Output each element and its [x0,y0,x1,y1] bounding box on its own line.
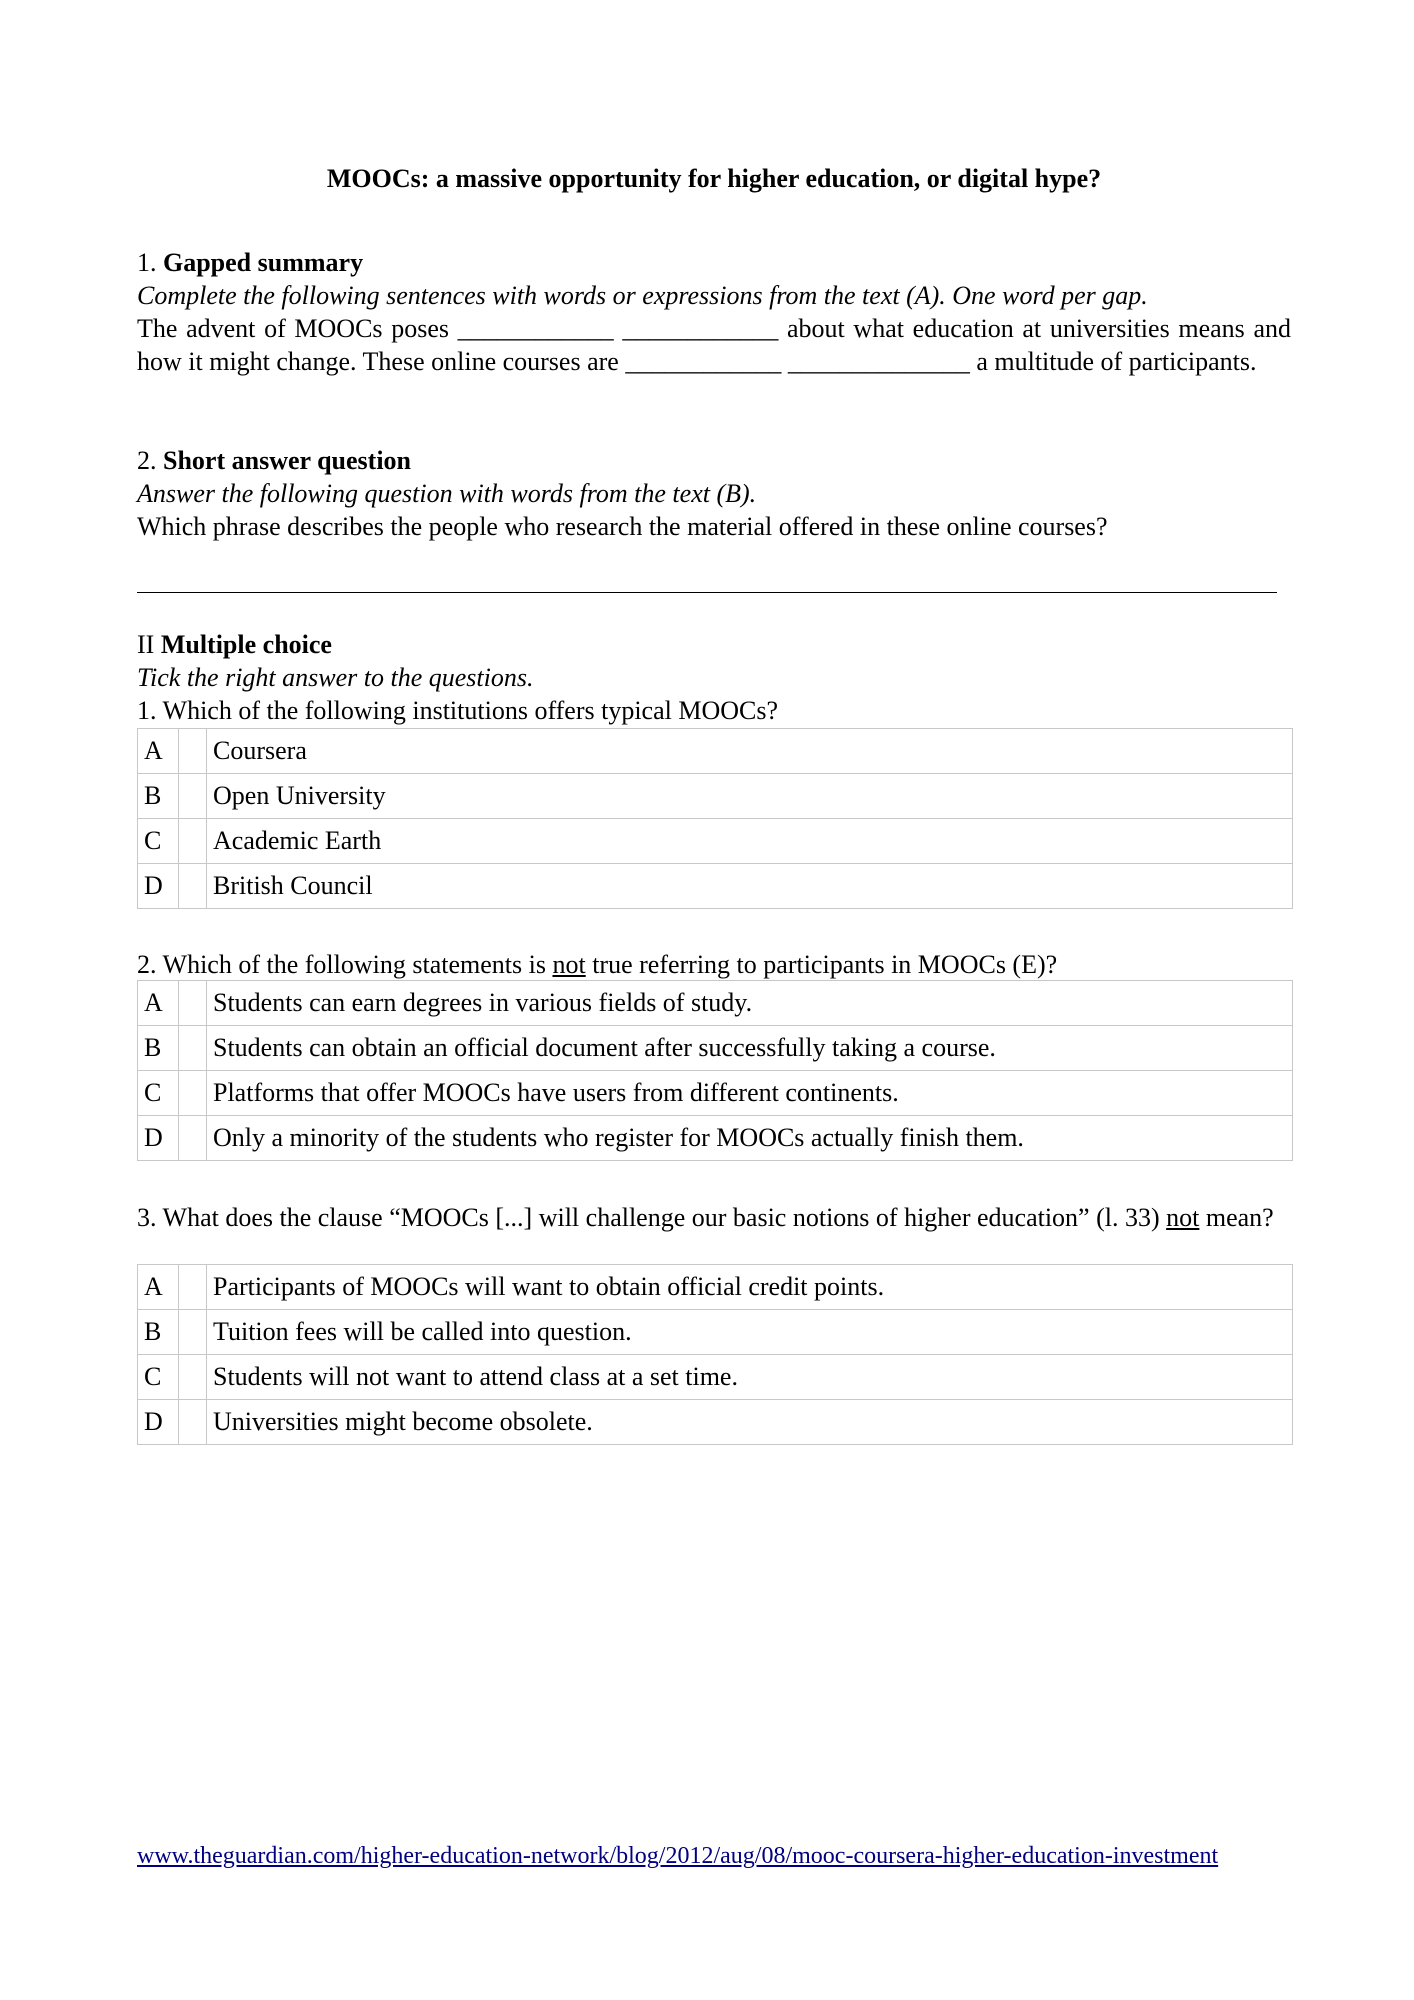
question-3-text-start: 3. What does the clause “MOOCs [...] will challenge our basic notions of higher education” (l. 33) [137,1203,1160,1232]
question-1-text: 1. Which of the following institutions offers typical MOOCs? [137,696,779,725]
question-2-text [137,948,1291,981]
option-row [138,819,1293,864]
gap-2b[interactable]: ______________ [787,347,970,376]
option-row [138,1116,1293,1161]
option-text: Open University [207,774,1293,819]
option-row [138,981,1293,1026]
section2-number: 2. [137,446,157,475]
option-text: Participants of MOOCs will want to obtain official credit points. [207,1265,1293,1310]
tick-box[interactable] [179,1116,207,1161]
section2-heading [137,444,1291,477]
option-row [138,1071,1293,1116]
section3-title: Multiple choice [160,630,332,659]
source-link[interactable]: www.theguardian.com/higher-education-network/blog/2012/aug/08/mooc-coursera-higher-education-investment [137,1843,1219,1869]
tick-box[interactable] [179,1310,207,1355]
option-row [138,729,1293,774]
option-text: Only a minority of the students who register for MOOCs actually finish them. [207,1116,1293,1161]
question-2-not: not [552,950,586,979]
section2-title: Short answer question [163,446,412,475]
option-text: British Council [207,864,1293,909]
option-row [138,1400,1293,1445]
tick-box[interactable] [179,1026,207,1071]
question-2-options [137,980,1293,1161]
option-text: Tuition fees will be called into question. [207,1310,1293,1355]
tick-box[interactable] [179,981,207,1026]
option-letter: B [138,1026,179,1071]
page-title: MOOCs: a massive opportunity for higher education, or digital hype? [326,164,1102,193]
gap-2a[interactable]: ____________ [625,347,782,376]
summary-text-part1: The advent of MOOCs poses [137,314,449,343]
tick-box[interactable] [179,1071,207,1116]
option-text: Universities might become obsolete. [207,1400,1293,1445]
tick-box[interactable] [179,774,207,819]
question-2-text-start: 2. Which of the following statements is [137,950,546,979]
option-letter: B [138,1310,179,1355]
option-row [138,1026,1293,1071]
summary-text-part3: a multitude of participants. [976,347,1257,376]
section2-question: Which phrase describes the people who research the material offered in these online courses? [137,512,1108,541]
option-row [138,774,1293,819]
gap-1b[interactable]: ____________ [622,314,779,343]
option-text: Academic Earth [207,819,1293,864]
tick-box[interactable] [179,1265,207,1310]
option-letter: A [138,981,179,1026]
tick-box[interactable] [179,1355,207,1400]
option-row [138,1310,1293,1355]
option-text: Students will not want to attend class at a set time. [207,1355,1293,1400]
question-3-not: not [1166,1203,1200,1232]
section3-instruction: Tick the right answer to the questions. [137,663,534,692]
option-text: Students can earn degrees in various fields of study. [207,981,1293,1026]
section3-number: II [137,630,155,659]
option-letter: A [138,1265,179,1310]
option-row [138,1355,1293,1400]
section1-heading [137,246,1291,279]
summary-text-part2: about what education at universities means and how it might change. These online courses are [137,314,1291,376]
tick-box[interactable] [179,729,207,774]
section1-title: Gapped summary [163,248,364,277]
question-1-options [137,728,1293,909]
option-letter: C [138,1355,179,1400]
option-letter: C [138,819,179,864]
option-letter: D [138,864,179,909]
option-letter: C [138,1071,179,1116]
section1-instruction: Complete the following sentences with words or expressions from the text (A). One word per gap. [137,281,1148,310]
option-letter: A [138,729,179,774]
option-row [138,1265,1293,1310]
question-3-text-end: mean? [1205,1203,1274,1232]
gap-1a[interactable]: ____________ [457,314,614,343]
question-2-text-end: true referring to participants in MOOCs (E)? [592,950,1058,979]
answer-line[interactable] [137,592,1277,593]
question-3-options [137,1264,1293,1445]
option-text: Coursera [207,729,1293,774]
option-letter: B [138,774,179,819]
tick-box[interactable] [179,1400,207,1445]
tick-box[interactable] [179,819,207,864]
gapped-summary-text [137,312,1291,378]
tick-box[interactable] [179,864,207,909]
option-text: Platforms that offer MOOCs have users from different continents. [207,1071,1293,1116]
option-letter: D [138,1116,179,1161]
section1-number: 1. [137,248,157,277]
option-row [138,864,1293,909]
question-3-text [137,1201,1291,1234]
option-text: Students can obtain an official document after successfully taking a course. [207,1026,1293,1071]
section2-instruction: Answer the following question with words from the text (B). [137,479,757,508]
option-letter: D [138,1400,179,1445]
section3-heading [137,628,1291,661]
